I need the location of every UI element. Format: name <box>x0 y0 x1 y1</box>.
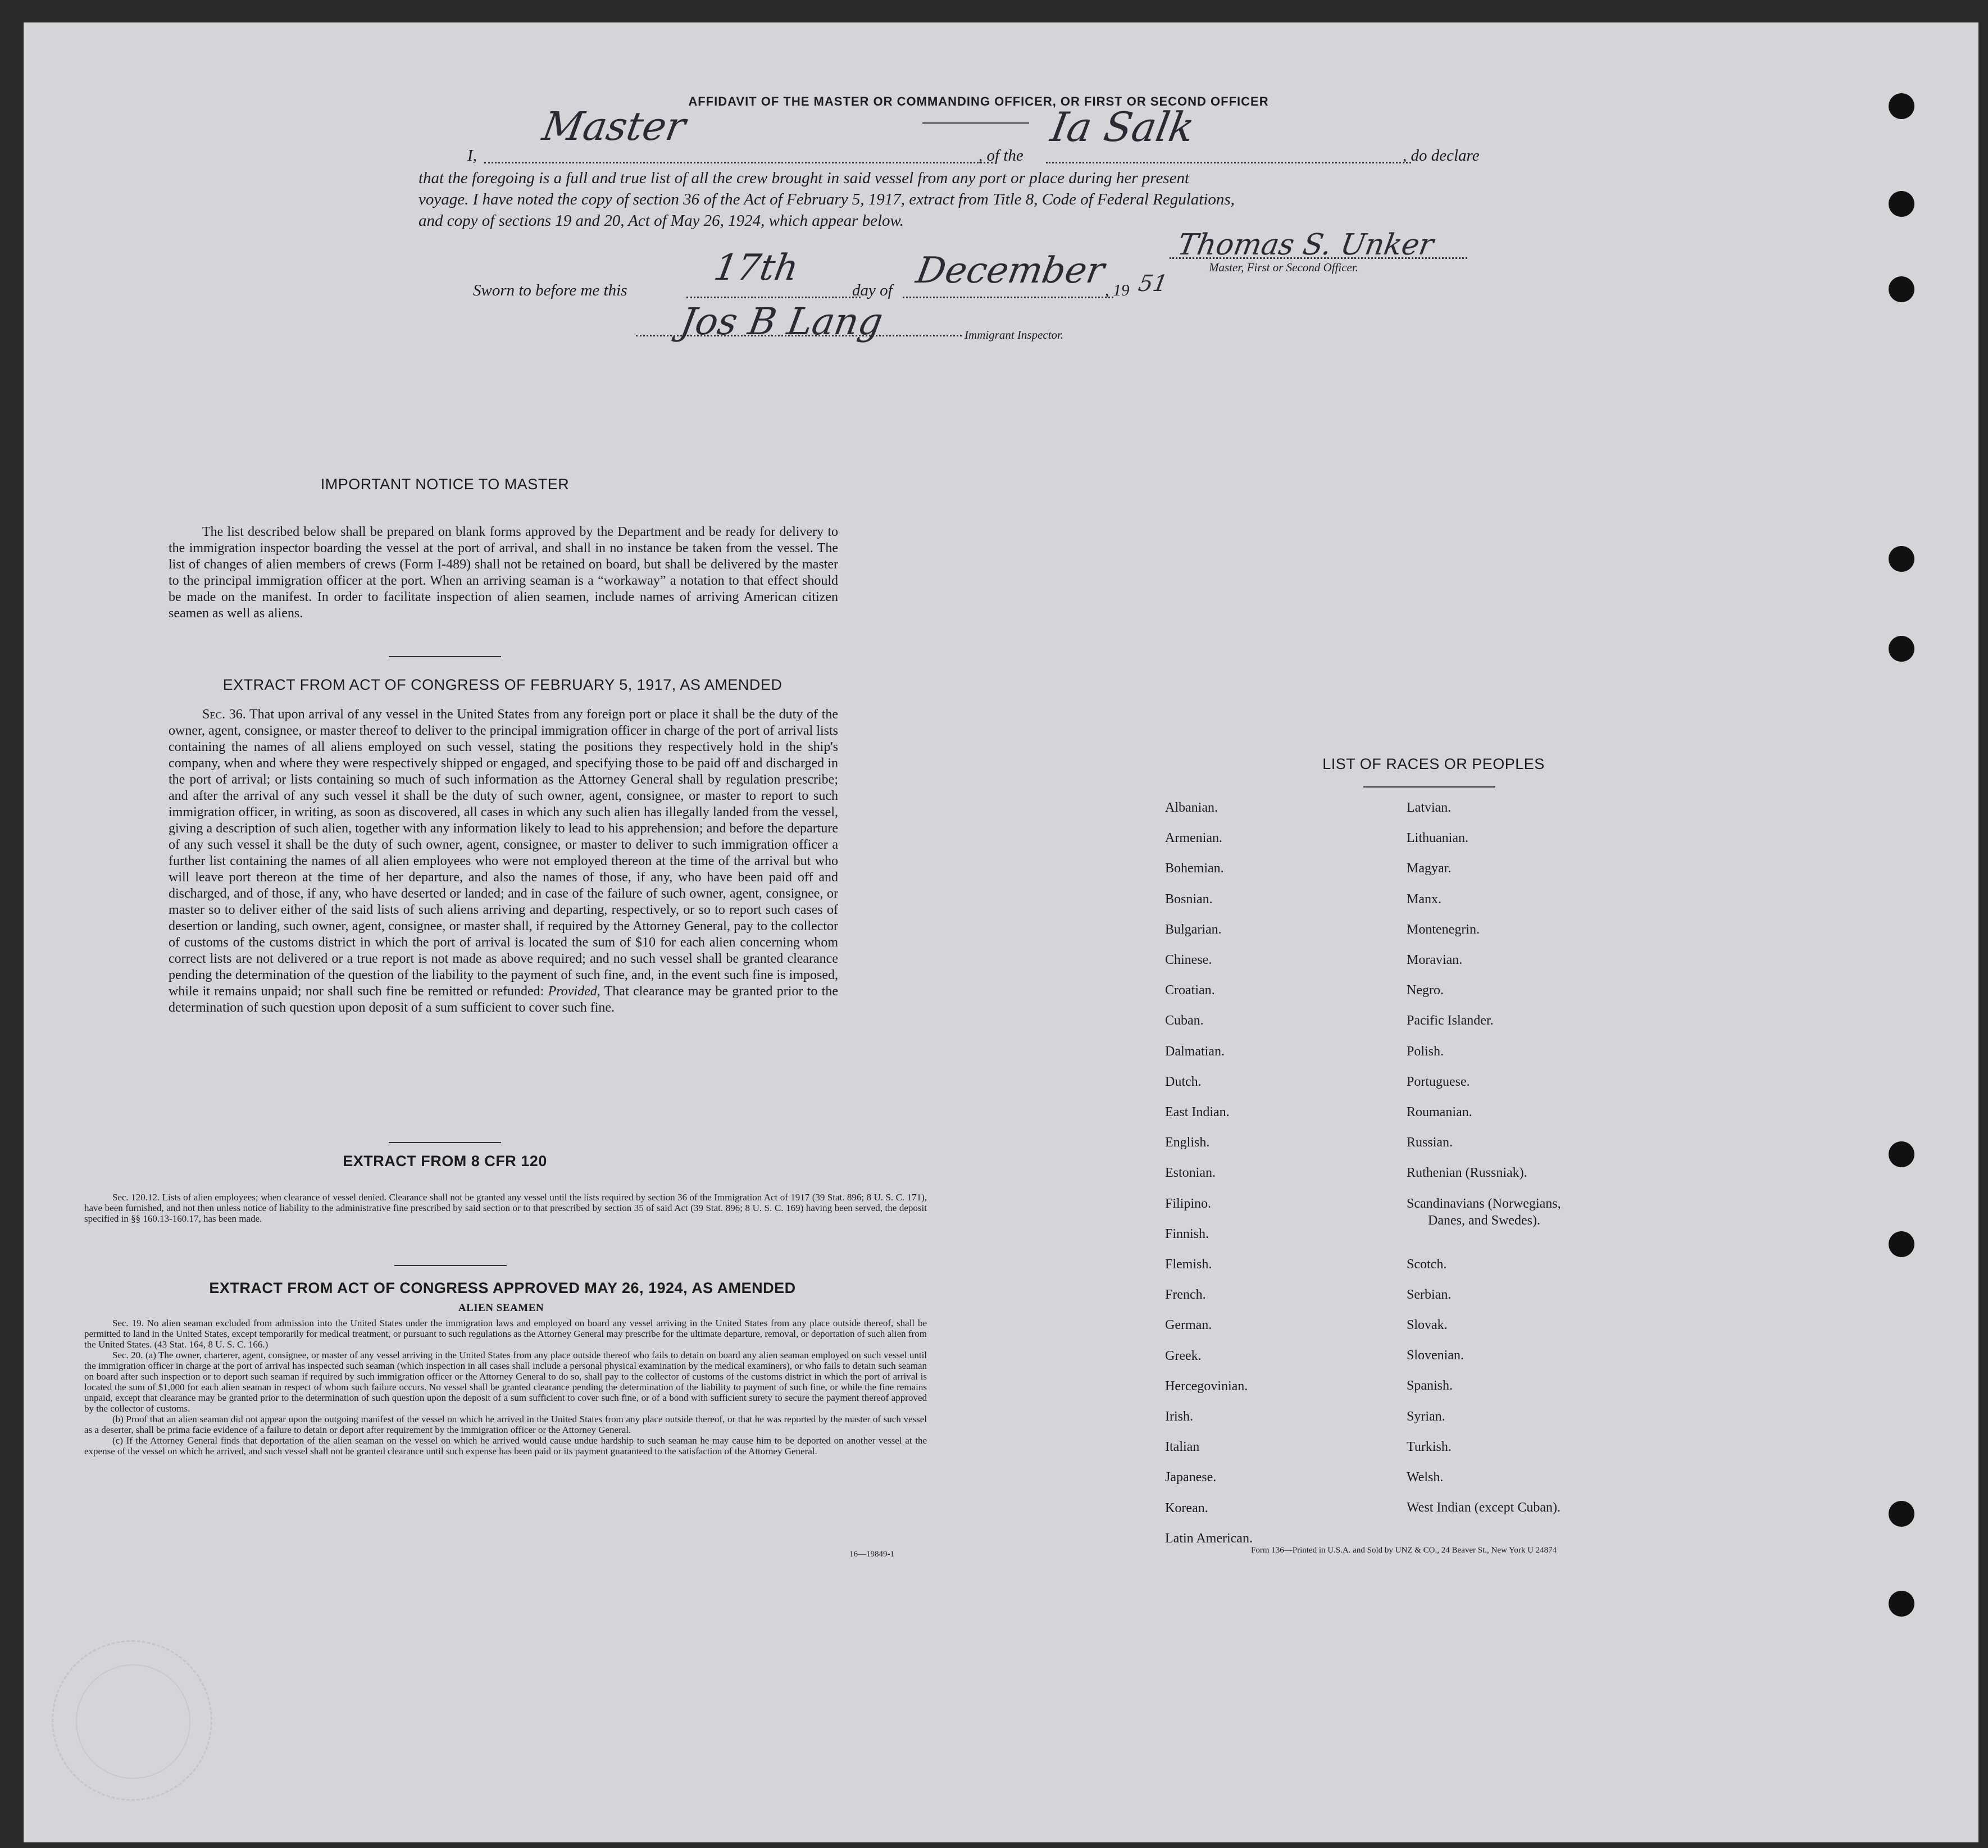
binder-hole <box>1889 93 1914 119</box>
extract-1917-title: EXTRACT FROM ACT OF CONGRESS OF FEBRUARY 5, 1917, AS AMENDED <box>222 676 783 693</box>
race-item: Estonian. <box>1165 1166 1216 1181</box>
sec-20b-paragraph: (b) Proof that an alien seaman did not appear upon the outgoing manifest of the vessel on which he arrived in the United States from any place outside thereof, or that he was reported by the master of such vessel as a deserter, shall be prima facie evidence of a failure to detain or deport after requirement by the immigration officer or the Attorney General. <box>84 1414 927 1435</box>
master-signature: Thomas S. Unker <box>1175 228 1436 262</box>
race-item: Latin American. <box>1165 1531 1253 1546</box>
sec-120-label: Sec. 120.12. <box>112 1192 160 1203</box>
race-item: Montenegrin. <box>1407 922 1480 937</box>
race-item: Latvian. <box>1407 800 1452 815</box>
signature-caption: Master, First or Second Officer. <box>1209 261 1358 274</box>
race-item: Turkish. <box>1407 1439 1452 1454</box>
declarant-prefix: I, <box>467 147 477 165</box>
day-of-label: day of <box>852 281 893 299</box>
race-item: Scotch. <box>1407 1257 1447 1272</box>
race-item: Italian <box>1165 1440 1200 1455</box>
race-item: Spanish. <box>1407 1378 1453 1394</box>
sec-19-body: No alien seaman excluded from admission into the United States under the immigration laws and employed on board any vessel arriving in the United States from any place outside thereof, shall be permitted to land in the United States, except temporarily for medical treatment, or pursuant to such regulations as the Attorney General may prescribe for the ultimate departure, removal, or deportation of such alien from the United States. (43 Stat. 164, 8 U. S. C. 166.) <box>84 1318 927 1350</box>
section-rule <box>394 1265 507 1266</box>
race-item: Ruthenian (Russniak). <box>1407 1166 1527 1181</box>
race-item: Moravian. <box>1407 953 1463 967</box>
sec-19-label: Sec. 19. <box>112 1318 144 1328</box>
binder-hole <box>1889 1141 1914 1167</box>
section-rule <box>389 656 501 657</box>
race-item: West Indian (except Cuban). <box>1407 1500 1561 1515</box>
declaration-text <box>418 167 1508 231</box>
signature-line <box>1170 257 1467 259</box>
heading-rule <box>922 122 1029 124</box>
sec-20-paragraph <box>84 1350 927 1414</box>
sworn-prefix: Sworn to before me this <box>473 281 627 299</box>
handwritten-year: 51 <box>1136 271 1170 297</box>
race-item: Serbian. <box>1407 1287 1452 1302</box>
handwritten-month: December <box>913 250 1108 292</box>
race-item: French. <box>1165 1287 1206 1303</box>
races-rule <box>1363 786 1495 788</box>
binder-hole <box>1889 276 1914 302</box>
race-item: English. <box>1165 1135 1210 1150</box>
race-item: Negro. <box>1407 983 1444 998</box>
race-item: Syrian. <box>1407 1409 1445 1424</box>
extract-1924-text <box>84 1318 927 1456</box>
affidavit-heading: AFFIDAVIT OF THE MASTER OR COMMANDING OFFICER, OR FIRST OR SECOND OFFICER <box>688 94 1269 108</box>
declaration-line: voyage. I have noted the copy of section 36 of the Act of February 5, 1917, extract from Title 8, Code of Federal Regulations, <box>418 190 1235 208</box>
race-item: Slovak. <box>1407 1318 1448 1332</box>
race-item: Polish. <box>1407 1044 1444 1059</box>
race-item: Albanian. <box>1165 800 1218 815</box>
inspector-caption: Immigrant Inspector. <box>965 328 1064 342</box>
race-item: Hercegovinian. <box>1165 1378 1248 1394</box>
race-item: Filipino. <box>1165 1196 1212 1211</box>
inspector-line <box>636 335 962 336</box>
race-item: Finnish. <box>1165 1226 1209 1241</box>
race-item: Flemish. <box>1165 1257 1212 1272</box>
race-item: Irish. <box>1165 1409 1193 1424</box>
extract-1924-title: EXTRACT FROM ACT OF CONGRESS APPROVED MAY 26, 1924, AS AMENDED <box>209 1280 796 1296</box>
inspector-signature: Jos B Lang <box>677 300 886 343</box>
print-code: 16—19849-1 <box>849 1550 894 1559</box>
month-blank-line <box>903 297 1113 298</box>
race-item: Lithuanian. <box>1407 831 1468 846</box>
vessel-blank-line <box>1046 162 1411 163</box>
race-item: Slovenian. <box>1407 1348 1464 1363</box>
document-page <box>24 22 1978 1842</box>
race-item: Japanese. <box>1165 1470 1217 1485</box>
sec-20a-body: (a) The owner, charterer, agent, consignee, or master of any vessel arriving in the United States from any place outside thereof who fails to detain on board any alien seaman employed on such vessel until the immigration officer in charge at the port of arrival has inspected such seaman (which inspection in all cases shall include a personal physical examination by the medical examiners), or who fails to detain such seaman on board after such inspection or to deport such seaman if required by such immigration officer or the Attorney General to do so, shall pay to the collector of customs of the customs district in which the port of arrival is located the sum of $1,000 for each alien seaman in respect of whom such failure occurs. No vessel shall be granted clearance pending the determination of the liability to payment of such fine, or while the fine remains unpaid, except that clearance may be granted prior to the determination of such question upon the deposit of a sum sufficient to cover such fine, or of a bond with sufficient surety to secure the payment thereof approved by the collector of customs. <box>84 1350 927 1414</box>
sec-120-body: Lists of alien employees; when clearance of vessel denied. Clearance shall not be granted any vessel until the lists required by section 36 of the Immigration Act of 1917 (39 Stat. 896; 8 U. S. C. 171), have been furnished, and not then unless notice of liability to the administrative fine prescribed by said section or to that prescribed by section 35 of said Act (39 Stat. 896; 8 U. S. C. 169) having been served, the deposit specified in §§ 160.13-160.17, has been made. <box>84 1192 927 1224</box>
proviso-label: Provided, <box>548 984 601 999</box>
binder-hole <box>1889 1231 1914 1257</box>
race-item: Danes, and Swedes). <box>1428 1213 1540 1228</box>
race-item: Pacific Islander. <box>1407 1013 1494 1028</box>
race-item: Cuban. <box>1165 1013 1204 1028</box>
race-item: Russian. <box>1407 1135 1453 1150</box>
race-item: Magyar. <box>1407 861 1452 876</box>
handwritten-day: 17th <box>711 247 802 289</box>
binder-hole <box>1889 1591 1914 1617</box>
sec-19-paragraph <box>84 1318 927 1350</box>
notice-text: The list described below shall be prepared on blank forms approved by the Department and be ready for delivery to the immigration inspector boarding the vessel at the port of arrival, and shall in no instance be taken from the vessel. The list of changes of alien members of crews (Form I-489) shall not be retained on board, but shall be delivered by the master to the principal immigration officer at the port. When an arriving seaman is a “workaway” a notation to that effect should be made on the manifest. In order to facilitate inspection of alien seamen, include names of arriving American citizen seamen as well as aliens. <box>169 525 838 621</box>
section-rule <box>389 1142 501 1143</box>
race-item: German. <box>1165 1318 1212 1333</box>
race-item: Croatian. <box>1165 983 1215 998</box>
binder-hole <box>1889 636 1914 662</box>
notice-title: IMPORTANT NOTICE TO MASTER <box>320 476 570 493</box>
embossed-seal-inner <box>76 1664 190 1779</box>
declare-label: , do declare <box>1403 147 1480 165</box>
embossed-seal <box>52 1640 212 1801</box>
of-the-label: , of the <box>979 147 1023 165</box>
extract-cfr-text <box>84 1192 927 1224</box>
extract-cfr-title: EXTRACT FROM 8 CFR 120 <box>343 1153 547 1169</box>
binder-hole <box>1889 191 1914 217</box>
sec-20-label: Sec. 20. <box>112 1350 143 1360</box>
race-item: Korean. <box>1165 1500 1208 1515</box>
sec-36-label: Sec. 36. <box>202 707 246 722</box>
name-blank-line <box>484 162 993 163</box>
year-prefix: , 19 <box>1105 281 1130 299</box>
race-item: East Indian. <box>1165 1105 1230 1119</box>
race-item: Roumanian. <box>1407 1105 1472 1119</box>
declaration-line: that the foregoing is a full and true list of all the crew brought in said vessel from any port or place during her present <box>418 169 1190 187</box>
race-item: Portuguese. <box>1407 1074 1470 1089</box>
sec-36-body: That upon arrival of any vessel in the United States from any foreign port or place it shall be the duty of the owner, agent, consignee, or master thereof to deliver to the principal immigration officer in charge of the port of arrival lists containing the names of all aliens employed on such vessel, stating the positions they respectively hold in the ship's company, when and where they were respectively shipped or engaged, and specifying those to be paid off and discharged in the port of arrival; or lists containing so much of such information as the Attorney General shall by regulation prescribe; and after the arrival of any such vessel it shall be the duty of such owner, agent, consignee, or master to report to such immigration officer, in writing, as soon as discovered, all cases in which any such alien has illegally landed from the vessel, giving a description of such alien, together with any information likely to lead to his apprehension; and before the departure of any such vessel it shall be the duty of such owner, agent, consignee, or master to deliver to such immigration officer a further list containing the names of all alien employees who were not employed thereon at the time of the arrival but who will leave port thereon at the time of her departure, and also the names of those, if any, who have been paid off and discharged, and of those, if any, who have deserted or landed; and in case of the failure of such owner, agent, consignee, or master so to deliver either of the said lists of such aliens arriving and departing, respectively, or so to report such cases of desertion or landing, such owner, agent, consignee, or master shall, if required by the Attorney General, pay to the collector of customs of the customs district in which the port of arrival is located the sum of $10 for each alien concerning whom correct lists are not delivered or a true report is not made as above required; and no such vessel shall be granted clearance pending the determination of the question of the liability to the payment of such fine, and, in the event such fine is imposed, while it remains unpaid; nor shall such fine be remitted or refunded: <box>169 707 838 999</box>
proviso-text: That clearance may be granted prior to the determination of such question upon deposit of a sum sufficient to cover such fine. <box>169 984 839 1015</box>
handwritten-vessel: Ia Salk <box>1047 103 1198 151</box>
extract-1924-subtitle: ALIEN SEAMEN <box>458 1302 544 1314</box>
handwritten-name: Master <box>539 103 689 149</box>
race-item: Bohemian. <box>1165 861 1224 876</box>
race-item: Armenian. <box>1165 831 1222 846</box>
race-item: Welsh. <box>1407 1470 1444 1485</box>
race-item: Bosnian. <box>1165 891 1213 907</box>
race-item: Manx. <box>1407 891 1441 907</box>
race-item: Chinese. <box>1165 953 1212 967</box>
form-footer: Form 136—Printed in U.S.A. and Sold by UNZ & CO., 24 Beaver St., New York U 24874 <box>1251 1546 1557 1555</box>
declaration-line: and copy of sections 19 and 20, Act of May 26, 1924, which appear below. <box>418 212 904 230</box>
race-item: Dalmatian. <box>1165 1044 1225 1059</box>
extract-1917-text <box>169 707 838 1016</box>
day-blank-line <box>686 297 861 298</box>
race-item: Scandinavians (Norwegians, <box>1407 1196 1561 1211</box>
sec-20c-paragraph: (c) If the Attorney General finds that deportation of the alien seaman on the vessel on which he arrived would cause undue hardship to such seaman he may cause him to be deported on another vessel at the expense of the vessel on which he arrived, and such vessel shall not be granted clearance until such expense has been paid or its payment guaranteed to the satisfaction of the Attorney General. <box>84 1435 927 1456</box>
race-item: Bulgarian. <box>1165 922 1222 937</box>
races-title: LIST OF RACES OR PEOPLES <box>1322 755 1545 772</box>
binder-hole <box>1889 546 1914 572</box>
binder-hole <box>1889 1501 1914 1527</box>
race-item: Greek. <box>1165 1348 1202 1363</box>
race-item: Dutch. <box>1165 1074 1202 1089</box>
